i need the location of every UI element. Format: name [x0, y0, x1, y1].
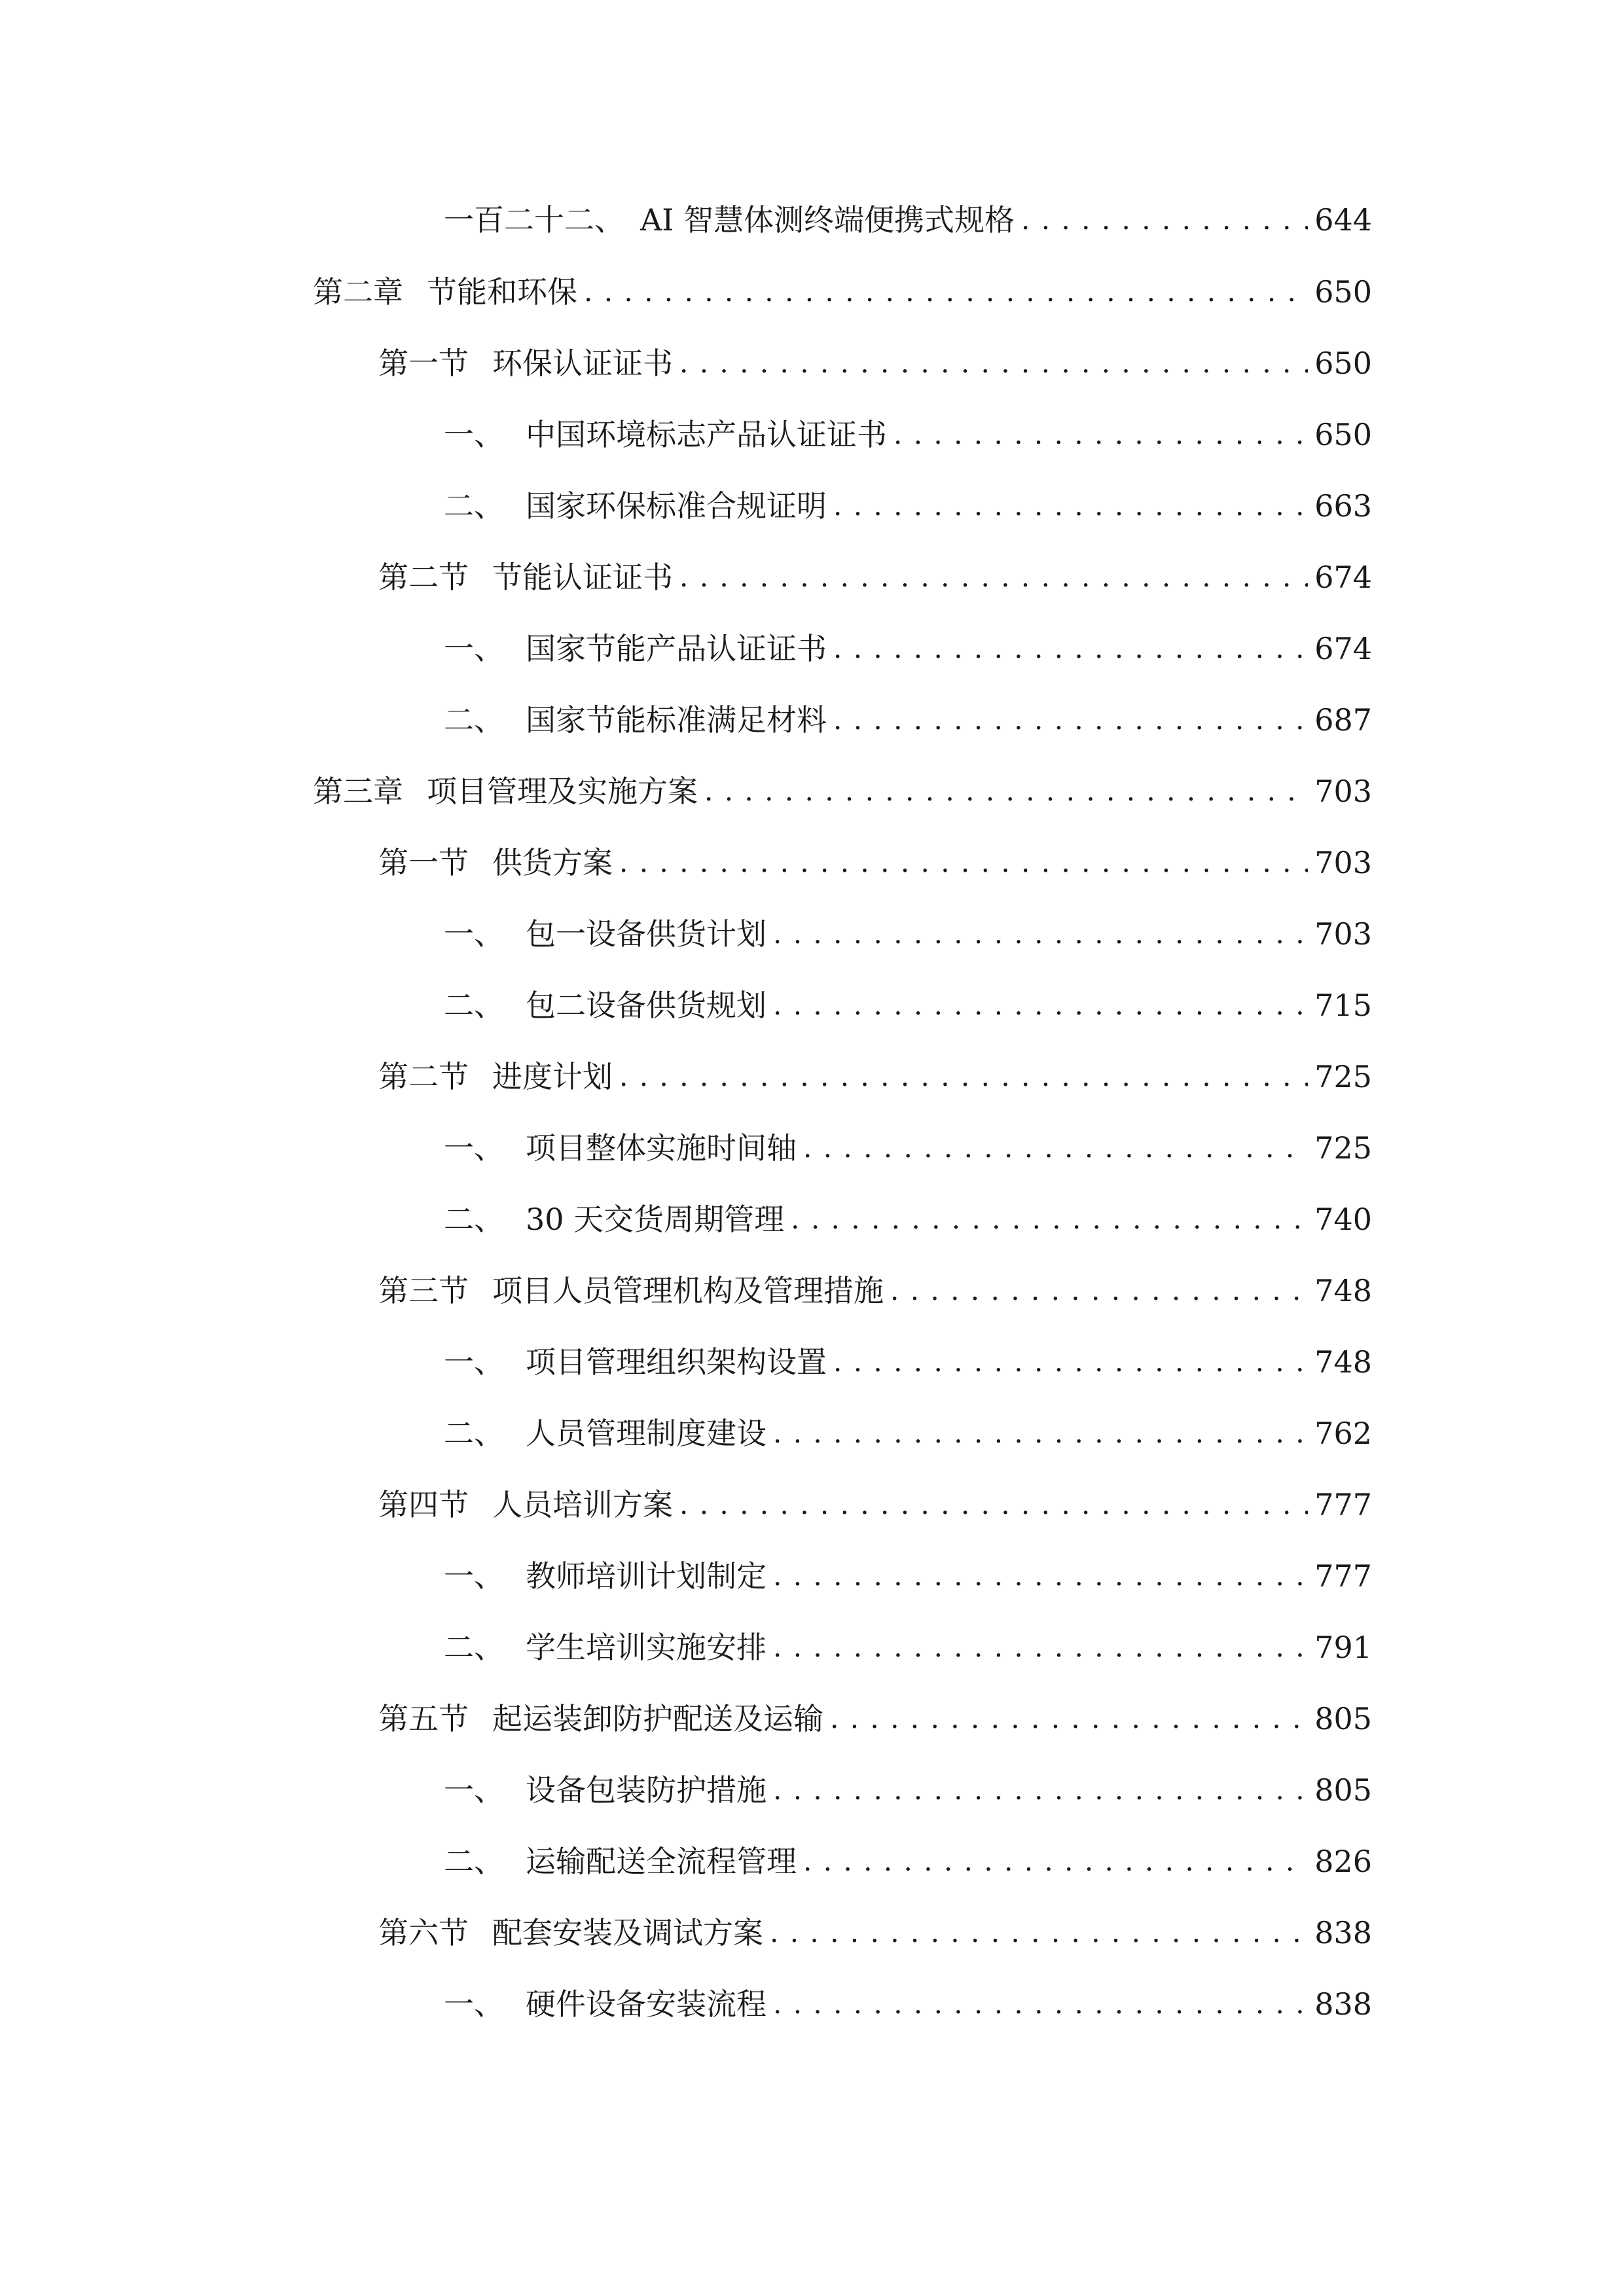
- toc-entry-number: 一、: [444, 417, 504, 452]
- toc-chapter-3[interactable]: [313, 765, 1372, 817]
- toc-entry-title: 配套安装及调试方案: [492, 1915, 763, 1950]
- toc-entry-page: 650: [1314, 346, 1372, 381]
- toc-item[interactable]: [444, 1764, 1372, 1816]
- toc-entry-title: 项目人员管理机构及管理措施: [492, 1273, 884, 1308]
- toc-entry-page: 715: [1314, 988, 1372, 1023]
- toc-entry-title: 国家节能产品认证证书: [526, 631, 827, 666]
- toc-dot-leader: [773, 908, 1308, 960]
- toc-entry-number: 第二节: [378, 560, 469, 595]
- toc-entry-page: 703: [1314, 845, 1372, 880]
- toc-entry-page: 703: [1314, 774, 1372, 809]
- toc-section-2-1[interactable]: [378, 337, 1372, 389]
- toc-entry-title: 硬件设备安装流程: [526, 1986, 767, 2022]
- toc-entry-number: 第一节: [378, 346, 469, 381]
- toc-entry-number: 二、: [444, 1416, 504, 1451]
- toc-entry-number: 二、: [444, 488, 504, 524]
- toc-entry-title: 人员培训方案: [492, 1487, 673, 1522]
- toc-dot-leader: [679, 337, 1308, 389]
- toc-section-3-1[interactable]: [378, 836, 1372, 889]
- toc-entry-number: 第四节: [378, 1487, 469, 1522]
- toc-entry-number: 第五节: [378, 1701, 469, 1736]
- toc-section-3-3[interactable]: [378, 1265, 1372, 1317]
- toc-entry-number: 二、: [444, 1844, 504, 1879]
- toc-entry-page: 777: [1314, 1487, 1372, 1522]
- toc-item[interactable]: [444, 1122, 1372, 1174]
- toc-entry-page: 805: [1314, 1701, 1372, 1736]
- toc-dot-leader: [704, 765, 1308, 817]
- toc-dot-leader: [803, 1122, 1308, 1174]
- toc-entry-title: 项目管理组织架构设置: [526, 1344, 827, 1380]
- toc-entry-title: 设备包装防护措施: [526, 1772, 767, 1808]
- toc-entry-title: 包一设备供货计划: [526, 916, 767, 952]
- toc-entry-page: 644: [1314, 202, 1372, 238]
- toc-entry-number: 二、: [444, 702, 504, 738]
- toc-entry-title: 教师培训计划制定: [526, 1558, 767, 1594]
- toc-entry-title: 节能和环保: [427, 274, 577, 310]
- toc-entry-page: 740: [1314, 1202, 1372, 1237]
- toc-dot-leader: [773, 1621, 1308, 1674]
- toc-dot-leader: [833, 1336, 1308, 1388]
- toc-entry-number: 一、: [444, 1344, 504, 1380]
- toc-entry-number: 二、: [444, 988, 504, 1023]
- toc-entry-page: 762: [1314, 1416, 1372, 1451]
- toc-item[interactable]: [444, 694, 1372, 746]
- toc-entry-title: 进度计划: [492, 1059, 613, 1094]
- toc-dot-leader: [679, 1479, 1308, 1531]
- toc-entry-page: 663: [1314, 488, 1372, 524]
- toc-entry-page: 687: [1314, 702, 1372, 738]
- toc-dot-leader: [773, 1550, 1308, 1602]
- toc-entry-number: 一、: [444, 1130, 504, 1166]
- toc-entry-title: 国家环保标准合规证明: [526, 488, 827, 524]
- toc-entry-number: 一百二十二、: [444, 202, 624, 238]
- toc-dot-leader: [584, 266, 1308, 318]
- toc-entry-page: 725: [1314, 1130, 1372, 1166]
- toc-entry-number: 第六节: [378, 1915, 469, 1950]
- toc-entry-page: 650: [1314, 274, 1372, 310]
- toc-entry-number: 第一节: [378, 845, 469, 880]
- toc-entry-title: 30 天交货周期管理: [526, 1202, 785, 1237]
- toc-entry-title: AI 智慧体测终端便携式规格: [640, 202, 1015, 238]
- toc-item[interactable]: [444, 622, 1372, 675]
- toc-item[interactable]: [444, 1407, 1372, 1460]
- toc-entry-title: 中国环境标志产品认证证书: [526, 417, 887, 452]
- toc-section-3-4[interactable]: [378, 1479, 1372, 1531]
- toc-entry-number: 二、: [444, 1630, 504, 1665]
- toc-section-3-5[interactable]: [378, 1693, 1372, 1745]
- toc-entry-number: 一、: [444, 631, 504, 666]
- toc-entry-page: 748: [1314, 1273, 1372, 1308]
- toc-item[interactable]: [444, 480, 1372, 532]
- toc-entry-number: 二、: [444, 1202, 504, 1237]
- toc-entry-title: 运输配送全流程管理: [526, 1844, 797, 1879]
- toc-dot-leader: [773, 1978, 1308, 2030]
- toc-dot-leader: [1021, 194, 1308, 246]
- toc-entry-title: 起运装卸防护配送及运输: [492, 1701, 823, 1736]
- toc-entry-page: 838: [1314, 1915, 1372, 1950]
- toc-dot-leader: [773, 1407, 1308, 1460]
- toc-entry-page: 826: [1314, 1844, 1372, 1879]
- toc-entry-title: 学生培训实施安排: [526, 1630, 767, 1665]
- toc-entry-number: 第二章: [313, 274, 403, 310]
- toc-item[interactable]: [444, 1550, 1372, 1602]
- toc-entry-number: 一、: [444, 1772, 504, 1808]
- toc-item[interactable]: [444, 1193, 1372, 1246]
- toc-dot-leader: [773, 979, 1308, 1031]
- toc-entry-page: 650: [1314, 417, 1372, 452]
- toc-dot-leader: [833, 694, 1308, 746]
- toc-item[interactable]: [444, 1835, 1372, 1888]
- toc-entry-page: 791: [1314, 1630, 1372, 1665]
- toc-item[interactable]: [444, 1621, 1372, 1674]
- toc-entry-page: 777: [1314, 1558, 1372, 1594]
- toc-dot-leader: [893, 408, 1308, 461]
- toc-entry-number: 一、: [444, 1558, 504, 1594]
- toc-entry-page: 748: [1314, 1344, 1372, 1380]
- toc-item[interactable]: [444, 908, 1372, 960]
- toc-entry-title: 人员管理制度建设: [526, 1416, 767, 1451]
- toc-section-3-6[interactable]: [378, 1907, 1372, 1959]
- toc-entry-title: 项目整体实施时间轴: [526, 1130, 797, 1166]
- toc-dot-leader: [833, 622, 1308, 675]
- toc-entry-number: 第三节: [378, 1273, 469, 1308]
- toc-entry-title: 环保认证证书: [492, 346, 673, 381]
- toc-dot-leader: [619, 836, 1308, 889]
- toc-dot-leader: [791, 1193, 1308, 1246]
- toc-entry-page: 674: [1314, 560, 1372, 595]
- toc-dot-leader: [773, 1764, 1308, 1816]
- toc-dot-leader: [830, 1693, 1308, 1745]
- toc-entry-title: 项目管理及实施方案: [427, 774, 698, 809]
- toc-entry-page: 805: [1314, 1772, 1372, 1808]
- toc-dot-leader: [770, 1907, 1308, 1959]
- toc-dot-leader: [619, 1050, 1308, 1103]
- toc-entry-title: 供货方案: [492, 845, 613, 880]
- toc-item[interactable]: [444, 1978, 1372, 2030]
- toc-entry-page: 838: [1314, 1986, 1372, 2022]
- toc-entry-page: 725: [1314, 1059, 1372, 1094]
- toc-entry-ai-terminal-spec[interactable]: [444, 194, 1372, 246]
- toc-item[interactable]: [444, 979, 1372, 1031]
- toc-entry-number: 一、: [444, 916, 504, 952]
- toc-item[interactable]: [444, 1336, 1372, 1388]
- toc-section-2-2[interactable]: [378, 551, 1372, 603]
- toc-dot-leader: [890, 1265, 1308, 1317]
- toc-entry-title: 国家节能标准满足材料: [526, 702, 827, 738]
- toc-section-3-2[interactable]: [378, 1050, 1372, 1103]
- toc-dot-leader: [803, 1835, 1308, 1888]
- toc-chapter-2[interactable]: [313, 266, 1372, 318]
- toc-item[interactable]: [444, 408, 1372, 461]
- toc-entry-number: 第三章: [313, 774, 403, 809]
- toc-entry-title: 包二设备供货规划: [526, 988, 767, 1023]
- toc-entry-number: 一、: [444, 1986, 504, 2022]
- toc-entry-number: 第二节: [378, 1059, 469, 1094]
- toc-dot-leader: [833, 480, 1308, 532]
- toc-dot-leader: [679, 551, 1308, 603]
- toc-entry-title: 节能认证证书: [492, 560, 673, 595]
- toc-entry-page: 674: [1314, 631, 1372, 666]
- toc-entry-page: 703: [1314, 916, 1372, 952]
